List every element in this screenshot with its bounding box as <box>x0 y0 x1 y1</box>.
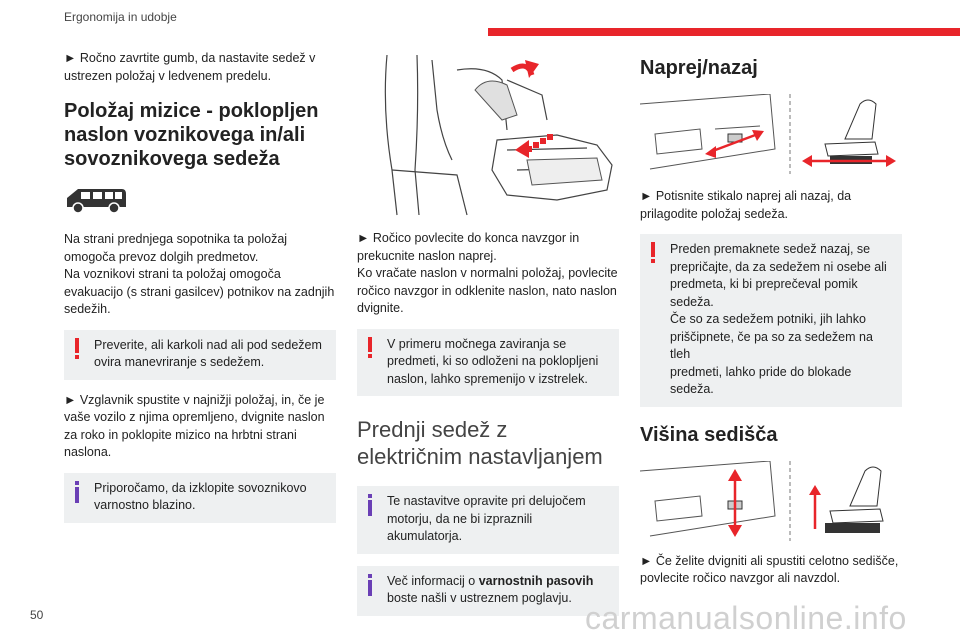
text-line: za roko in poklopite mizico na hrbtni strani <box>64 427 297 442</box>
text-line: prilagodite položaj sedeža. <box>640 206 789 221</box>
text-line: Ko vračate naslon v normalni položaj, povlecite <box>357 266 618 280</box>
text-line: ► Ročno zavrtite gumb, da nastavite sedež v <box>64 51 316 65</box>
seatbelts-reference: varnostnih pasovih <box>478 573 594 588</box>
seat-height-illustration <box>640 461 902 541</box>
info-i-icon <box>367 494 373 516</box>
warning-exclamation-icon <box>367 337 373 359</box>
section-heading-electric-seat <box>357 416 619 470</box>
text-line: ročico navzgor in odklenite naslon, nato naslon <box>357 283 617 298</box>
warning-note <box>64 330 336 380</box>
info-note <box>357 486 619 554</box>
text-line: predmeti, ki so odloženi na poklopljeni <box>387 354 599 368</box>
text-line: varnostno blazino. <box>94 498 196 512</box>
text-line: ► Potisnite stikalo naprej ali nazaj, da <box>640 189 852 203</box>
text-line: povlecite ročico navzgor ali navzdol. <box>640 571 841 585</box>
info-note <box>64 473 336 523</box>
text-line: prepričajte, da za sedežem ni osebe ali <box>670 259 887 274</box>
text-line: ovira manevriranje s sedežem. <box>94 355 265 369</box>
header-accent-bar <box>488 28 960 36</box>
column-2 <box>357 50 619 628</box>
intro-paragraph <box>64 50 336 85</box>
warning-note <box>640 234 902 407</box>
paragraph-forward-back <box>640 188 902 223</box>
text-line: naslon, lahko spremenijo v izstrelek. <box>387 371 588 386</box>
text-line: Na strani prednjega sopotnika ta položaj <box>64 232 288 246</box>
page-number: 50 <box>30 608 44 622</box>
text-line: Na voznikovi strani ta položaj omogoča <box>64 267 281 281</box>
text-line: vaše vozilo z njima opremljeno, dvignite naslon <box>64 410 325 424</box>
van-pictogram-icon <box>64 185 128 215</box>
heading-line: Položaj mizice - poklopljen <box>64 100 319 122</box>
watermark: carmanualsonline.info <box>585 600 907 636</box>
text-line: Preden premaknete sedež nazaj, se <box>670 242 871 256</box>
text-line: Priporočamo, da izklopite sovoznikovo <box>94 480 307 495</box>
heading-line: Prednji sedež z <box>357 417 508 442</box>
column-3 <box>640 50 902 599</box>
heading-line: naslon voznikovega in/ali <box>64 124 306 146</box>
text-line: priščipnete, če pa so za sedežem na tleh <box>670 329 873 361</box>
section-heading-seat-height: Višina sedišča <box>640 423 778 446</box>
text-line: Preverite, ali karkoli nad ali pod sedežem <box>94 337 322 352</box>
text-line: naslona. <box>64 445 112 459</box>
seat-backrest-fold-illustration <box>357 50 619 220</box>
text-line: boste našli v ustreznem poglavju. <box>387 591 572 605</box>
paragraph-headrest <box>64 392 336 462</box>
running-header: Ergonomija in udobje <box>64 10 177 24</box>
warning-note <box>357 329 619 397</box>
text-line: dvignite. <box>357 301 404 315</box>
text-line: prekucnite naslon naprej. <box>357 248 497 263</box>
text-line: omogoča prevoz dolgih predmetov. <box>64 249 259 264</box>
text-line: ustrezen položaj v ledvenem predelu. <box>64 68 272 83</box>
text-line: predmeti, lahko pride do blokade sedeža. <box>670 364 852 396</box>
column-1 <box>64 50 336 535</box>
seat-forward-back-illustration <box>640 94 902 174</box>
text-line: Te nastavitve opravite pri delujočem <box>387 494 586 508</box>
text-line: predmeta, ki bi preprečeval pomik sedeža. <box>670 277 858 309</box>
heading-line: sovoznikovega sedeža <box>64 148 280 170</box>
info-i-icon <box>367 574 373 596</box>
paragraph-table-use <box>64 231 336 319</box>
text-line: V primeru močnega zaviranja se <box>387 336 567 351</box>
text-line: evakuacijo (s strani gasilcev) potnikov na zadnjih <box>64 284 335 299</box>
section-heading-table-position <box>64 99 336 171</box>
warning-exclamation-icon <box>74 338 80 360</box>
info-note-seatbelts <box>357 566 619 616</box>
paragraph-lever-instruction <box>357 230 619 318</box>
text-line: ► Ročico povlecite do konca navzgor in <box>357 231 580 245</box>
text-line: ► Če želite dvigniti ali spustiti celotno sedišče, <box>640 553 899 568</box>
heading-line: električnim nastavljanjem <box>357 444 603 469</box>
warning-exclamation-icon <box>650 242 656 264</box>
info-i-icon <box>74 481 80 503</box>
text-line: Če so za sedežem potniki, jih lahko <box>670 312 866 326</box>
paragraph-seat-height <box>640 553 902 588</box>
text-line: sedežih. <box>64 302 111 316</box>
text-fragment: Več informacij o <box>387 573 479 588</box>
section-heading-forward-back: Naprej/nazaj <box>640 57 758 79</box>
text-line <box>387 573 609 591</box>
text-line: motorju, da ne bi izpraznili akumulatorja. <box>387 511 533 543</box>
text-line: ► Vzglavnik spustite v najnižji položaj, in, če je <box>64 392 325 407</box>
